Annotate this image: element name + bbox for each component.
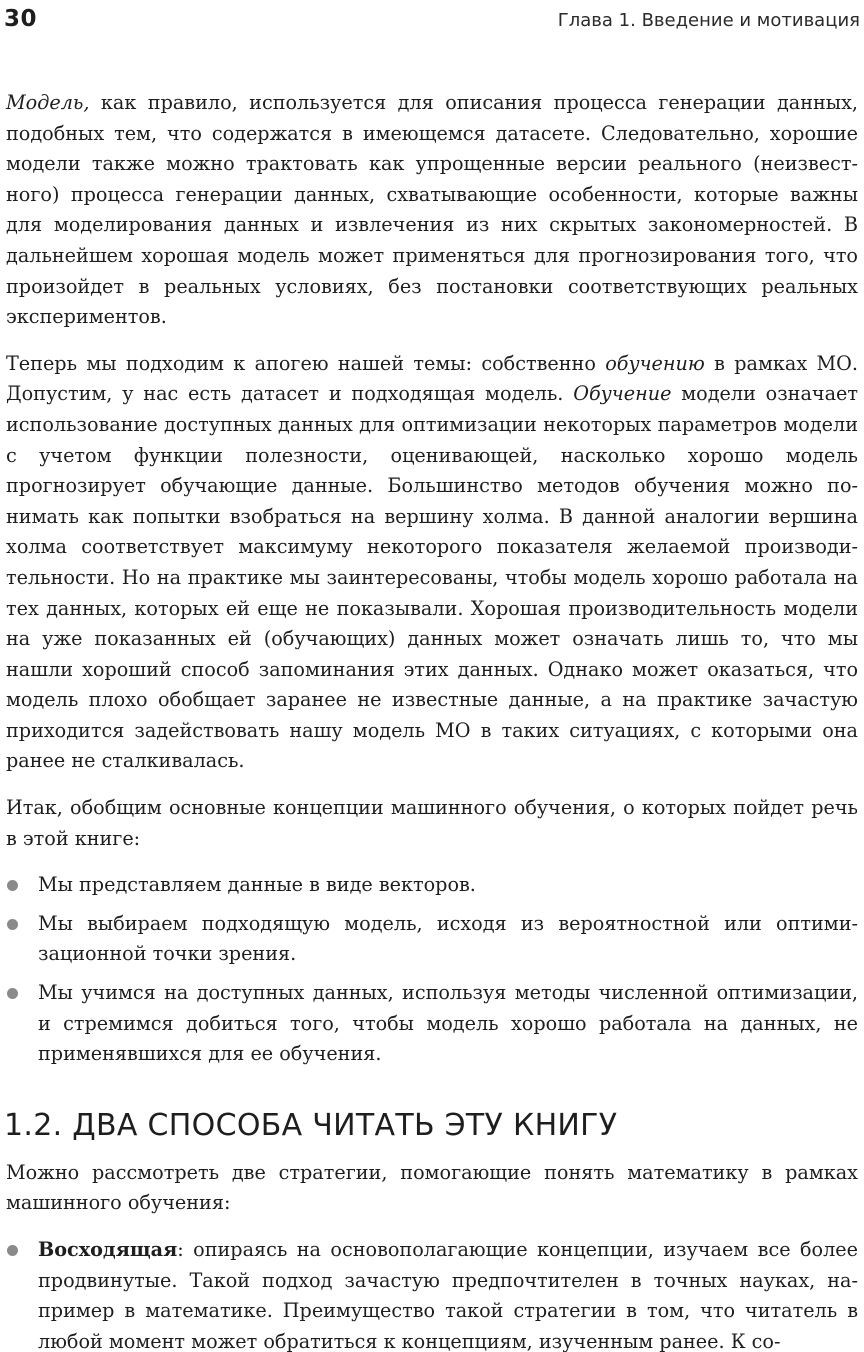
list-item: [6, 870, 858, 901]
emphasis-learning-1: обучению: [605, 351, 705, 375]
page-header: [4, 6, 860, 36]
list-item-text: Мы учимся на доступных данных, используя методы численной оптимизации, и стремимся добиться того, чтобы модель хорошо работала на данных, не применявшихся для ее обучения.: [38, 981, 858, 1066]
paragraph-learning-text-2: в рамках МО. Допустим, у нас есть датасет и подходящая модель.: [6, 351, 858, 406]
list-item: [6, 978, 858, 1070]
running-title: Глава 1. Введение и мотивация: [557, 10, 860, 31]
list-item-text: Мы представляем данные в виде векторов.: [38, 873, 476, 897]
paragraph-strategies: Можно рассмотреть две стратегии, помогающие понять математику в рамках машинного обучения:: [6, 1160, 858, 1215]
bullet-icon: [7, 1245, 18, 1256]
strategy-term: Восходящая: [38, 1238, 178, 1261]
paragraph-model: [6, 88, 858, 333]
bullet-icon: [7, 880, 18, 891]
paragraph-learning: [6, 349, 858, 777]
concepts-list: [6, 870, 858, 1070]
paragraph-learning-text-3: модели означает использование доступных данных для оптимизации некоторых параметров модели с учетом функции полезности, оценивающей, насколько хорошо модель прогнозирует обучающие данные. Большинство методов обучения можно понимать как попытки взобраться на вершину холма. В данной аналогии вершина холма соответствует максимуму некоторого показателя желаемой производительности. Но на практике мы заинтересованы, чтобы модель хорошо работала на тех данных, которых ей еще не показывали. Хорошая производительность модели на уже показанных ей (обучающих) данных может означать лишь то, что мы нашли хороший способ запоминания этих данных. Однако может оказаться, что модель плохо обобщает заранее не известные данные, а на практике зачастую приходится задействовать нашу модель МО в таких ситуациях, с которыми она ранее не сталкивалась.: [6, 382, 858, 773]
bullet-icon: [7, 919, 18, 930]
paragraph-learning-text-1: Теперь мы подходим к апогею нашей темы: собственно: [6, 351, 606, 375]
paragraph-model-text: как правило, используется для описания процесса генерации данных, подобных тем, что содержатся в имеющемся датасете. Следовательно, хорошие модели также можно трактовать как упрощенные версии реального (неизвестного) процесса генерации данных, схватывающие особенности, которые важны для моделирования данных и извлечения из них скрытых закономерностей. В дальнейшем хорошая модель может применяться для прогнозирования того, что произойдет в реальных условиях, без постановки соответствующих реальных экспериментов.: [6, 91, 858, 329]
section-heading: 1.2. ДВА СПОСОБА ЧИТАТЬ ЭТУ КНИГУ: [4, 1107, 618, 1143]
strategies-list: [6, 1235, 858, 1352]
list-item: [6, 1235, 858, 1352]
bullet-icon: [7, 988, 18, 999]
list-item-text: Мы выбираем подходящую модель, исходя из вероятностной или оптимизационной точки зрения.: [38, 911, 858, 966]
page-number: 30: [4, 6, 38, 32]
emphasis-model: Модель,: [6, 91, 90, 114]
emphasis-learning-2: Обучение: [573, 382, 672, 406]
body-text: [6, 88, 858, 1352]
strategy-description: : опираясь на основополагающие концепции, изучаем все более продвинутые. Такой подход зачастую предпочтителен в точных науках, например в математике. Преимущество такой стратегии в том, что читатель в любой момент может обратиться к концепциям, изученным ранее. К со-: [38, 1238, 858, 1352]
list-item: [6, 909, 858, 970]
paragraph-summary: Итак, обобщим основные концепции машинного обучения, о которых пойдет речь в этой книге:: [6, 796, 858, 850]
